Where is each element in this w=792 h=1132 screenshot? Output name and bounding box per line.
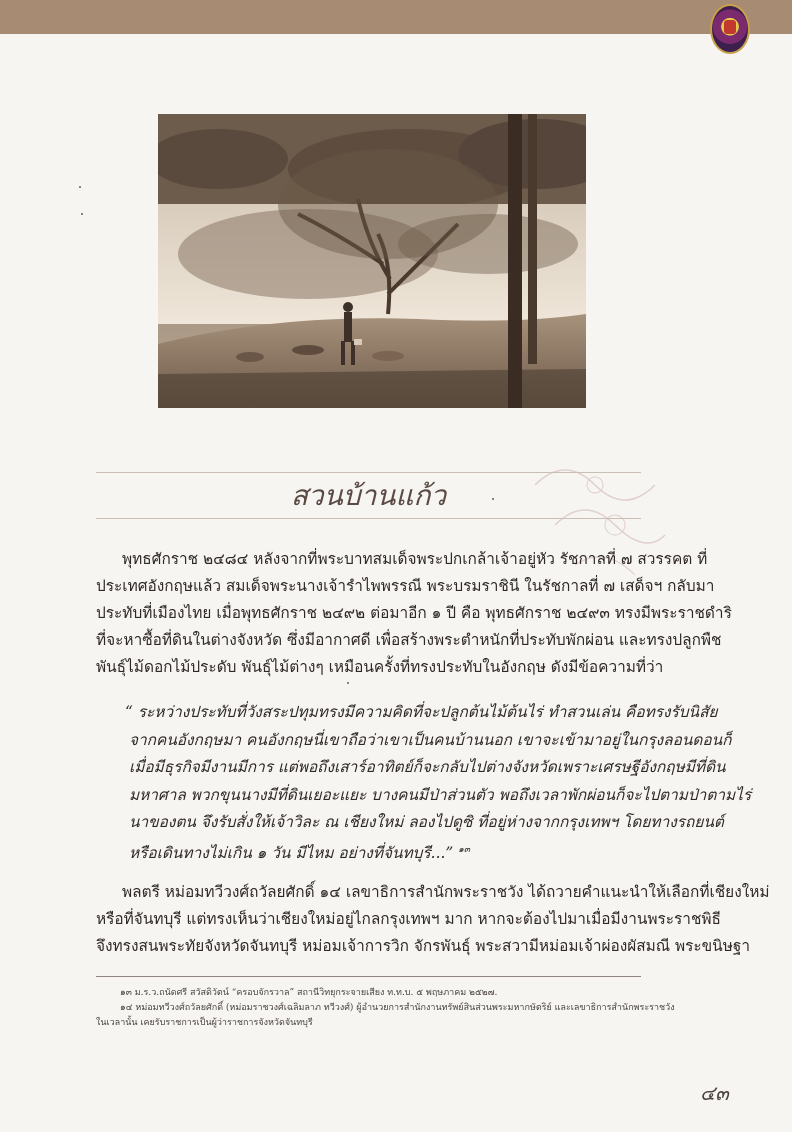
print-speck [492, 498, 494, 500]
text-line: จึงทรงสนพระทัยจังหวัดจันทบุรี หม่อมเจ้าการวิก จักรพันธุ์ พระสวามีหม่อมเจ้าผ่องผัสมณี พระขนิษฐา [96, 937, 750, 955]
quote-line: จากคนอังกฤษมา คนอังกฤษนี่เขาถือว่าเขาเป็นคนบ้านนอก เขาจะเข้ามาอยู่ในกรุงลอนดอนก็ [129, 730, 732, 749]
title-rule-bottom [96, 518, 641, 519]
text-line: หรือที่จันทบุรี แต่ทรงเห็นว่าเชียงใหม่อยู่ไกลกรุงเทพฯ มาก หากจะต้องไปมาเมื่อมีงานพระราชพิธี [96, 910, 721, 928]
emblem-center [724, 20, 736, 34]
title-rule-top [96, 472, 641, 473]
text-line: พันธุ์ไม้ดอกไม้ประดับ พันธุ์ไม้ต่างๆ เหมือนครั้งที่ทรงประทับในอังกฤษ ดังมีข้อความที่ว่า [96, 658, 664, 676]
section-title: สวนบ้านแก้ว [290, 479, 447, 512]
footnote-14: ๑๔ หม่อมทวีวงศ์ถวัลยศักดิ์ (หม่อมราชวงศ์เฉลิมลาภ ทวีวงศ์) ผู้อำนวยการสำนักงานทรัพย์สินส่วนพระมหากษัตริย์ และเลขาธิการสำนักพระราชวัง [120, 1003, 675, 1013]
text-line: ประเทศอังกฤษแล้ว สมเด็จพระนางเจ้ารำไพพรรณี พระบรมราชินี ในรัชกาลที่ ๗ เสด็จฯ กลับมา [96, 577, 715, 595]
quote-line [125, 837, 751, 865]
print-speck [347, 682, 349, 684]
footnote-14-cont: ในเวลานั้น เคยรับราชการเป็นผู้ว่าราชการจังหวัดจันทบุรี [96, 1018, 313, 1028]
print-speck [81, 213, 83, 215]
text-line: ที่จะหาซื้อที่ดินในต่างจังหวัด ซึ่งมีอากาศดี เพื่อสร้างพระตำหนักที่ประทับพักผ่อน และทรงปลูกพืช [96, 631, 722, 649]
page-number: ๔๓ [700, 1081, 729, 1105]
text-line: ประทับที่เมืองไทย เมื่อพุทธศักราช ๒๔๙๒ ต่อมาอีก ๑ ปี คือ พุทธศักราช ๒๔๙๓ ทรงมีพระราชดำริ [96, 604, 732, 622]
header-band [0, 0, 792, 34]
quote-line: มหาศาล พวกขุนนางมีที่ดินเยอะแยะ บางคนมีป่าส่วนตัว พอถึงเวลาพักผ่อนก็จะไปตามป่าตามไร่ [129, 785, 752, 804]
footnote-ref: ๑๓ [458, 844, 471, 855]
quote-line: “ ระหว่างประทับที่วังสระปทุมทรงมีความคิดที่จะปลูกต้นไม้ต้นไร่ ทำสวนเล่น คือทรงรับนิสัย [125, 703, 718, 721]
quote-line: นาของตน จึงรับสั่งให้เจ้าวิละ ณ เชียงใหม่ ลองไปดูซิ ที่อยู่ห่างจากกรุงเทพฯ โดยทางรถยนต์ [129, 813, 724, 831]
text-line: พลตรี หม่อมทวีวงศ์ถวัลยศักดิ์ ๑๔ เลขาธิการสำนักพระราชวัง ได้ถวายคำแนะนำให้เลือกที่เชียงใหม่ [122, 883, 770, 901]
footnote-13: ๑๓ ม.ร.ว.ถนัดศรี สวัสดิวัตน์ “ครอบจักรวาล” สถานีวิทยุกระจายเสียง ท.ท.บ. ๕ พฤษภาคม ๒๕๒๗. [120, 988, 498, 998]
sepia-photograph [158, 114, 586, 408]
paragraph-body [96, 879, 770, 960]
garden-photo-image [158, 114, 586, 408]
quote-line: เมื่อมีธุรกิจมีงานมีการ แต่พอถึงเสาร์อาทิตย์ก็จะกลับไปต่างจังหวัดเพราะเศรษฐีอังกฤษมีที่ดิน [129, 758, 726, 776]
university-emblem-icon [710, 4, 750, 54]
footnotes [96, 986, 675, 1031]
print-speck [79, 186, 81, 188]
quote-last-text: หรือเดินทางไม่เกิน ๑ วัน มีไหม อย่างที่จันทบุรี...” [129, 843, 454, 862]
text-line: พุทธศักราช ๒๔๘๔ หลังจากที่พระบาทสมเด็จพระปกเกล้าเจ้าอยู่หัว รัชกาลที่ ๗ สวรรคต ที่ [122, 550, 708, 568]
paragraph-intro [96, 546, 732, 681]
footnote-rule [96, 976, 641, 977]
block-quote [125, 699, 751, 864]
